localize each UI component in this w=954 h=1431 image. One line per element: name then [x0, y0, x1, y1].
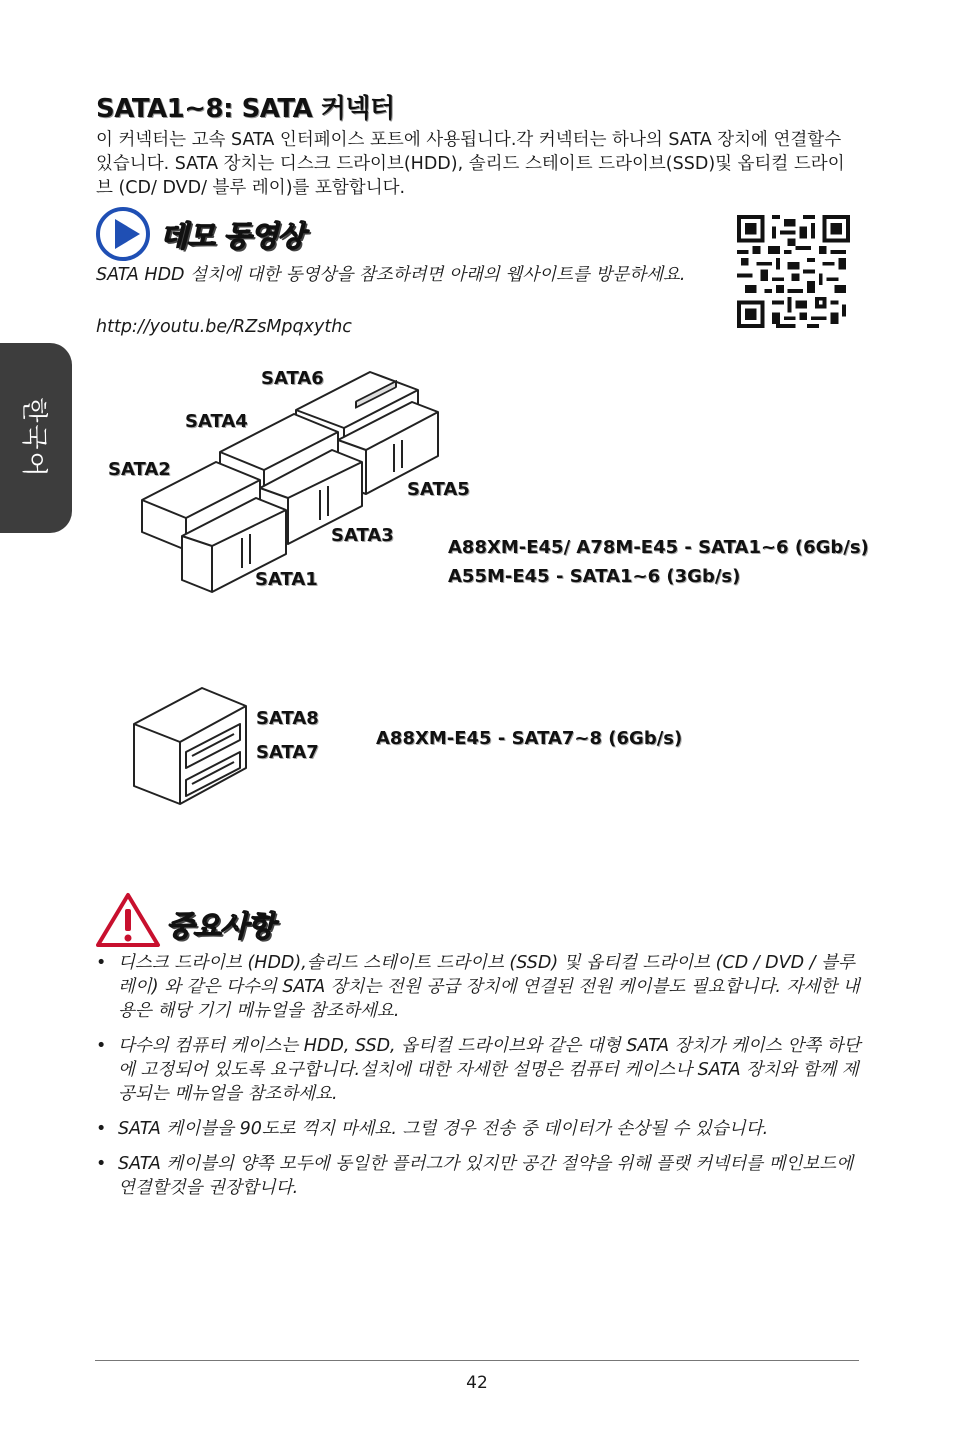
- sata7-label: SATA7: [256, 742, 319, 763]
- sata7-8-connector-diagram: [130, 684, 250, 808]
- qr-code-icon: [737, 215, 850, 328]
- sata5-label: SATA5: [407, 479, 470, 500]
- list-item: • SATA 케이블의 양쪽 모두에 동일한 플러그가 있지만 공간 절약을 위해 플랫 커넥터를 메인보드에 연결할것을 권장합니다.: [96, 1152, 862, 1200]
- list-item: • 디스크 드라이브 (HDD),솔리드 스테이트 드라이브 (SSD) 및 옵티컬 드라이브 (CD / DVD / 블루 레이) 와 같은 다수의 SATA 장치는 전원 공급 장치에 연결된 전원 케이블도 필요합니다. 자세한 내용은 해당 기기 메뉴얼을 참조하세요.: [96, 951, 862, 1023]
- list-item: • 다수의 컴퓨터 케이스는 HDD, SSD, 옵티컬 드라이브와 같은 대형 SATA 장치가 케이스 안쪽 하단에 고정되어 있도록 요구합니다.설치에 대한 자세한 설명은 컴퓨터 케이스나 SATA 장치와 함께 제공되는 메뉴얼을 참조하세요.: [96, 1034, 862, 1106]
- sata6-label: SATA6: [261, 368, 324, 389]
- warning-icon: [95, 892, 161, 948]
- sata4-label: SATA4: [185, 411, 248, 432]
- footer-divider: [95, 1360, 859, 1361]
- sata1-label: SATA1: [255, 569, 318, 590]
- model-line-2: A55M-E45 - SATA1~6 (3Gb/s): [448, 566, 741, 587]
- model-line-3: A88XM-E45 - SATA7~8 (6Gb/s): [376, 728, 683, 749]
- important-list: [96, 951, 862, 1211]
- sata8-label: SATA8: [256, 708, 319, 729]
- important-title: 중요사항: [166, 909, 275, 943]
- page-number: 42: [466, 1373, 488, 1393]
- sata3-label: SATA3: [331, 525, 394, 546]
- demo-video-link[interactable]: http://youtu.be/RZsMpqxythc: [96, 317, 352, 337]
- list-item: • SATA 케이블을 90도로 꺽지 마세요. 그럴 경우 전송 중 데이터가 손상될 수 있습니다.: [96, 1117, 862, 1141]
- demo-video-text: SATA HDD 설치에 대한 동영상을 참조하려면 아래의 웹사이트를 방문하세요.: [96, 265, 686, 285]
- sata2-label: SATA2: [108, 459, 171, 480]
- model-line-1: A88XM-E45/ A78M-E45 - SATA1~6 (6Gb/s): [448, 537, 869, 558]
- language-tab: [0, 343, 72, 533]
- demo-video-title: 데모 동영상: [160, 219, 305, 253]
- section-heading: SATA1~8: SATA 커넥터: [96, 94, 395, 124]
- play-icon: [95, 206, 151, 262]
- sata1-6-connector-diagram: [100, 360, 460, 600]
- language-tab-label: 한국어: [18, 397, 49, 479]
- intro-paragraph: 이 커넥터는 고속 SATA 인터페이스 포트에 사용됩니다.각 커넥터는 하나의 SATA 장치에 연결할수 있습니다. SATA 장치는 디스크 드라이브(HDD), 솔리드 스테이트 드라이브(SSD)및 옵티컬 드라이브 (CD/ DVD/ 블루 레이)를 포함합니다.: [96, 130, 845, 198]
